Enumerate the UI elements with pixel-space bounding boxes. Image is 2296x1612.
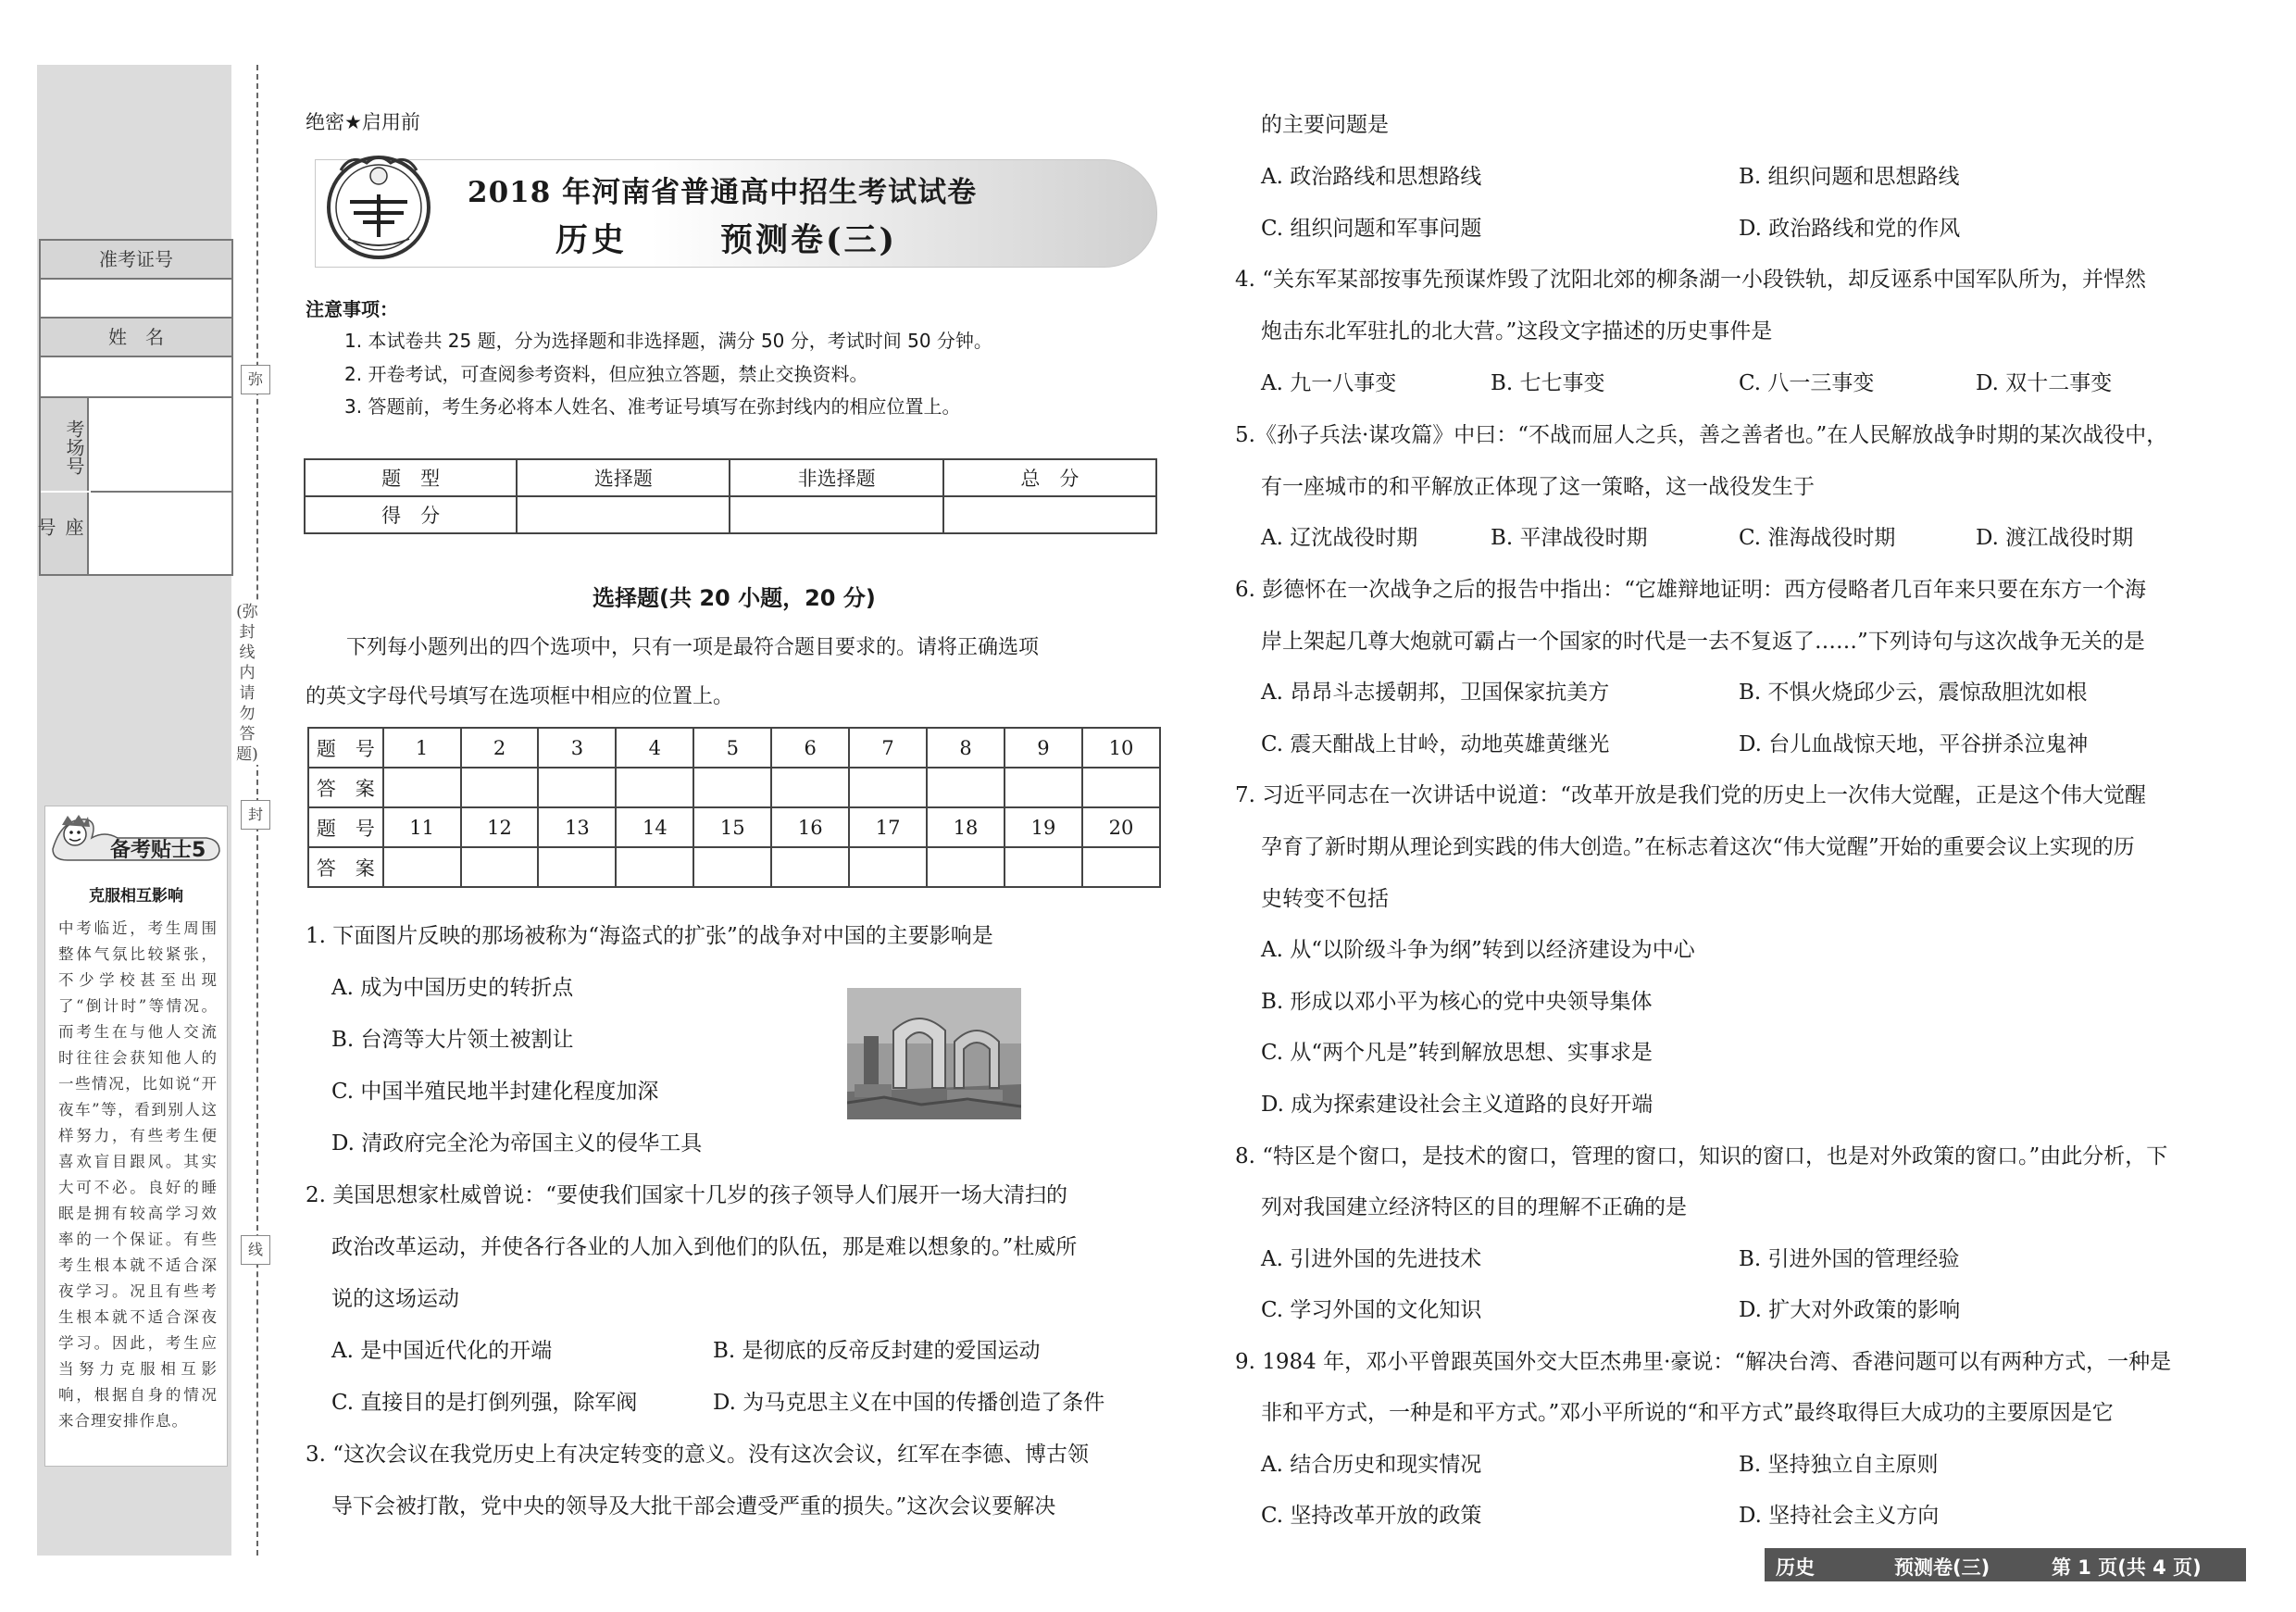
answer-cell[interactable] bbox=[693, 768, 771, 807]
answer-q-number: 10 bbox=[1082, 728, 1160, 768]
answer-q-number: 3 bbox=[538, 728, 616, 768]
notice-item: 1. 本试卷共 25 题，分为选择题和非选择题，满分 50 分，考试时间 50 分钟。 bbox=[344, 330, 992, 352]
q3-line1: 3. “这次会议在我党历史上有决定转变的意义。没有这次会议，红军在李德、博古领 bbox=[306, 1443, 1090, 1467]
footer-paper: 预测卷(三) bbox=[1894, 1556, 1990, 1579]
confidential-mark: 绝密★启用前 bbox=[306, 111, 420, 133]
q4-option-b[interactable]: B. 七七事变 bbox=[1491, 371, 1605, 395]
name-field[interactable] bbox=[41, 357, 231, 398]
q5-option-a[interactable]: A. 辽沈战役时期 bbox=[1261, 526, 1418, 550]
answer-cell[interactable] bbox=[383, 847, 461, 887]
answer-q-number: 12 bbox=[461, 807, 539, 847]
answer-cell[interactable] bbox=[1004, 768, 1082, 807]
q2-option-a[interactable]: A. 是中国近代化的开端 bbox=[331, 1339, 553, 1363]
answer-q-number: 20 bbox=[1082, 807, 1160, 847]
q4-option-a[interactable]: A. 九一八事变 bbox=[1261, 371, 1397, 395]
tip-badge bbox=[49, 812, 223, 864]
q8-line2: 列对我国建立经济特区的目的理解不正确的是 bbox=[1261, 1195, 1687, 1219]
q6-line1: 6. 彭德怀在一次战争之后的报告中指出：“它雄辩地证明：西方侵略者几百年来只要在东方一个海 bbox=[1235, 578, 2147, 602]
score-cell[interactable] bbox=[943, 496, 1156, 533]
q2-option-c[interactable]: C. 直接目的是打倒列强，除军阀 bbox=[331, 1391, 638, 1415]
notice-item: 2. 开卷考试，可查阅参考资料，但应独立答题，禁止交换资料。 bbox=[344, 363, 868, 385]
q2-line1: 2. 美国思想家杜威曾说：“要使我们国家十几岁的孩子领导人们展开一场大清扫的 bbox=[306, 1183, 1068, 1207]
q4-option-c[interactable]: C. 八一三事变 bbox=[1739, 371, 1875, 395]
answer-a-label: 答 案 bbox=[308, 768, 383, 807]
answer-q-number: 14 bbox=[616, 807, 693, 847]
answer-cell[interactable] bbox=[538, 768, 616, 807]
q9-line2: 非和平方式，一种是和平方式。”邓小平所说的“和平方式”最终取得巨大成功的主要原因是它 bbox=[1261, 1401, 2114, 1425]
q6-option-a[interactable]: A. 昂昂斗志援朝邦，卫国保家抗美方 bbox=[1261, 681, 1610, 705]
answer-cell[interactable] bbox=[616, 847, 693, 887]
q5-option-b[interactable]: B. 平津战役时期 bbox=[1491, 526, 1648, 550]
exam-title: 2018 年河南省普通高中招生考试试卷 bbox=[468, 176, 978, 209]
q1-option-b[interactable]: B. 台湾等大片领土被割让 bbox=[331, 1028, 574, 1052]
answer-q-number: 13 bbox=[538, 807, 616, 847]
answer-cell[interactable] bbox=[849, 768, 927, 807]
q3-option-a[interactable]: A. 政治路线和思想路线 bbox=[1261, 165, 1482, 189]
answer-cell[interactable] bbox=[1082, 847, 1160, 887]
room-field[interactable] bbox=[91, 398, 231, 493]
q6-line2: 岸上架起几尊大炮就可霸占一个国家的时代是一去不复返了……”下列诗句与这次战争无关的是 bbox=[1261, 630, 2145, 654]
q2-option-d[interactable]: D. 为马克思主义在中国的传播创造了条件 bbox=[713, 1391, 1105, 1415]
q4-line2: 炮击东北军驻扎的北大营。”这段文字描述的历史事件是 bbox=[1261, 319, 1773, 344]
q7-option-b[interactable]: B. 形成以邓小平为核心的党中央领导集体 bbox=[1261, 990, 1653, 1014]
answer-q-number: 1 bbox=[383, 728, 461, 768]
answer-q-number: 8 bbox=[927, 728, 1004, 768]
q3-option-b[interactable]: B. 组织问题和思想路线 bbox=[1739, 165, 1960, 189]
answer-cell[interactable] bbox=[849, 847, 927, 887]
q9-option-b[interactable]: B. 坚持独立自主原则 bbox=[1739, 1453, 1939, 1477]
q7-line2: 孕育了新时期从理论到实践的伟大创造。”在标志着这次“伟大觉醒”开始的重要会议上实现的历 bbox=[1261, 835, 2135, 859]
exam-id-field[interactable] bbox=[41, 280, 231, 319]
answer-cell[interactable] bbox=[771, 847, 849, 887]
answer-q-number: 19 bbox=[1004, 807, 1082, 847]
q7-line3: 史转变不包括 bbox=[1261, 887, 1389, 911]
answer-q-number: 2 bbox=[461, 728, 539, 768]
tip-title: 克服相互影响 bbox=[89, 887, 183, 906]
section-intro: 的英文字母代号填写在选项框中相应的位置上。 bbox=[306, 685, 734, 708]
q9-line1: 9. 1984 年，邓小平曾跟英国外交大臣杰弗里·豪说：“解决台湾、香港问题可以有两种方式，一种是 bbox=[1235, 1350, 2172, 1374]
q8-option-c[interactable]: C. 学习外国的文化知识 bbox=[1261, 1298, 1482, 1322]
answer-cell[interactable] bbox=[771, 768, 849, 807]
q6-option-b[interactable]: B. 不惧火烧邱少云，震惊敌胆沈如根 bbox=[1739, 681, 2088, 705]
seat-label: 座号 bbox=[41, 493, 89, 574]
answer-cell[interactable] bbox=[1004, 847, 1082, 887]
tip-text: 中考临近，考生周围整体气氛比较紧张，不少学校甚至出现了“倒计时”等情况。而考生在与他人交流时往往会获知他人的一些情况，比如说“开夜车”等，看到别人这样努力，有些考生便喜欢盲目跟风。其实大可不必。良好的睡眠是拥有较高学习效率的一个保证。有些考生根本就不适合深夜学习。况且有些考生根本就不适合深夜学习。因此，考生应当努力克服相互影响，根据自身的情况来合理安排作息。 bbox=[58, 919, 218, 1430]
tip-card bbox=[44, 806, 228, 1467]
q5-line2: 有一座城市的和平解放正体现了这一策略，这一战役发生于 bbox=[1261, 475, 1815, 499]
q1-stem: 1. 下面图片反映的那场被称为“海盗式的扩张”的战争对中国的主要影响是 bbox=[306, 924, 993, 948]
seal-char-xian: 线 bbox=[241, 1235, 270, 1265]
notice-heading: 注意事项： bbox=[306, 298, 398, 320]
answer-q-number: 15 bbox=[693, 807, 771, 847]
exam-paper: 预测卷(三) bbox=[720, 221, 898, 259]
q1-option-d[interactable]: D. 清政府完全沦为帝国主义的侵华工具 bbox=[331, 1131, 703, 1156]
section-title: 选择题(共 20 小题，20 分) bbox=[593, 585, 876, 611]
answer-q-number: 16 bbox=[771, 807, 849, 847]
answer-q-label: 题 号 bbox=[308, 728, 383, 768]
answer-cell[interactable] bbox=[616, 768, 693, 807]
name-label: 姓 名 bbox=[41, 319, 231, 357]
candidate-info-box bbox=[34, 239, 233, 576]
answer-cell[interactable] bbox=[927, 768, 1004, 807]
answer-cell[interactable] bbox=[1082, 768, 1160, 807]
answer-q-number: 6 bbox=[771, 728, 849, 768]
answer-q-number: 4 bbox=[616, 728, 693, 768]
answer-cell[interactable] bbox=[927, 847, 1004, 887]
notice-item: 3. 答题前，考生务必将本人姓名、准考证号填写在弥封线内的相应位置上。 bbox=[344, 395, 961, 418]
answer-table bbox=[307, 727, 1161, 888]
answer-cell[interactable] bbox=[461, 847, 539, 887]
q9-option-c[interactable]: C. 坚持改革开放的政策 bbox=[1261, 1504, 1482, 1528]
answer-cell[interactable] bbox=[461, 768, 539, 807]
section-intro: 下列每小题列出的四个选项中，只有一项是最符合题目要求的。请将正确选项 bbox=[346, 636, 1040, 659]
score-table bbox=[304, 458, 1157, 534]
answer-cell[interactable] bbox=[383, 768, 461, 807]
q1-option-c[interactable]: C. 中国半殖民地半封建化程度加深 bbox=[331, 1080, 659, 1104]
tip-badge-text: 备考贴士5 bbox=[110, 839, 206, 862]
q1-ruins-photo bbox=[847, 988, 1021, 1119]
q4-line1: 4. “关东军某部按事先预谋炸毁了沈阳北郊的柳条湖一小段铁轨，却反诬系中国军队所为，并悍然 bbox=[1235, 268, 2147, 292]
score-header-nonchoice: 非选择题 bbox=[730, 459, 942, 496]
score-header-type: 题 型 bbox=[305, 459, 517, 496]
room-label: 考场号 bbox=[41, 398, 89, 491]
answer-cell[interactable] bbox=[693, 847, 771, 887]
q2-line2: 政治改革运动，并使各行各业的人加入到他们的队伍，那是难以想象的。”杜威所 bbox=[331, 1235, 1078, 1259]
score-cell[interactable] bbox=[730, 496, 942, 533]
q2-option-b[interactable]: B. 是彻底的反帝反封建的爱国运动 bbox=[713, 1339, 1041, 1363]
q5-option-c[interactable]: C. 淮海战役时期 bbox=[1739, 526, 1896, 550]
score-cell[interactable] bbox=[517, 496, 730, 533]
q7-line1: 7. 习近平同志在一次讲话中说道：“改革开放是我们党的历史上一次伟大觉醒，正是这个伟大觉醒 bbox=[1235, 783, 2147, 807]
q6-option-d[interactable]: D. 台儿血战惊天地，平谷拼杀泣鬼神 bbox=[1739, 732, 2089, 756]
q8-line1: 8. “特区是个窗口，是技术的窗口，管理的窗口，知识的窗口，也是对外政策的窗口。”由此分析，下 bbox=[1235, 1144, 2168, 1168]
score-row-label: 得 分 bbox=[305, 496, 517, 533]
seal-char-feng: 封 bbox=[241, 800, 270, 830]
q1-option-a[interactable]: A. 成为中国历史的转折点 bbox=[331, 976, 574, 1000]
score-header-total: 总 分 bbox=[943, 459, 1156, 496]
answer-q-label: 题 号 bbox=[308, 807, 383, 847]
q2-line3: 说的这场运动 bbox=[331, 1287, 459, 1311]
q7-option-c[interactable]: C. 从“两个凡是”转到解放思想、实事求是 bbox=[1261, 1041, 1653, 1065]
answer-q-number: 7 bbox=[849, 728, 927, 768]
q5-line1: 5.《孙子兵法·谋攻篇》中曰：“不战而屈人之兵，善之善者也。”在人民解放战争时期的某次战役中， bbox=[1235, 423, 2168, 447]
q8-option-a[interactable]: A. 引进外国的先进技术 bbox=[1261, 1247, 1482, 1271]
q4-option-d[interactable]: D. 双十二事变 bbox=[1976, 371, 2113, 395]
q7-option-a[interactable]: A. 从“以阶级斗争为纲”转到以经济建设为中心 bbox=[1261, 938, 1695, 962]
answer-q-number: 5 bbox=[693, 728, 771, 768]
publisher-logo bbox=[322, 148, 435, 261]
answer-q-number: 18 bbox=[927, 807, 1004, 847]
q3-option-c[interactable]: C. 组织问题和军事问题 bbox=[1261, 217, 1482, 241]
footer-page: 第 1 页(共 4 页) bbox=[2052, 1556, 2202, 1579]
q3-line2: 导下会被打散，党中央的领导及大批干部会遭受严重的损失。”这次会议要解决 bbox=[331, 1494, 1056, 1518]
q3-line3: 的主要问题是 bbox=[1261, 113, 1389, 137]
answer-a-label: 答 案 bbox=[308, 847, 383, 887]
answer-cell[interactable] bbox=[538, 847, 616, 887]
q3-option-d[interactable]: D. 政治路线和党的作风 bbox=[1739, 217, 1961, 241]
q7-option-d[interactable]: D. 成为探索建设社会主义道路的良好开端 bbox=[1261, 1093, 1653, 1117]
footer-subject: 历史 bbox=[1776, 1556, 1815, 1579]
score-header-choice: 选择题 bbox=[517, 459, 730, 496]
exam-subject: 历史 bbox=[555, 221, 629, 259]
q8-option-d[interactable]: D. 扩大对外政策的影响 bbox=[1739, 1298, 1961, 1322]
exam-id-label: 准考证号 bbox=[41, 241, 231, 280]
q8-option-b[interactable]: B. 引进外国的管理经验 bbox=[1739, 1247, 1960, 1271]
seat-field[interactable] bbox=[91, 493, 231, 572]
answer-q-number: 17 bbox=[849, 807, 927, 847]
q9-option-d[interactable]: D. 坚持社会主义方向 bbox=[1739, 1504, 1940, 1528]
q6-option-c[interactable]: C. 震天酣战上甘岭，动地英雄黄继光 bbox=[1261, 732, 1610, 756]
seal-char-mi: 弥 bbox=[241, 365, 270, 394]
answer-q-number: 9 bbox=[1004, 728, 1082, 768]
seal-note: (弥封线内请勿答题) bbox=[236, 603, 258, 764]
answer-q-number: 11 bbox=[383, 807, 461, 847]
q9-option-a[interactable]: A. 结合历史和现实情况 bbox=[1261, 1453, 1482, 1477]
page-footer bbox=[1765, 1548, 2246, 1581]
q5-option-d[interactable]: D. 渡江战役时期 bbox=[1976, 526, 2134, 550]
